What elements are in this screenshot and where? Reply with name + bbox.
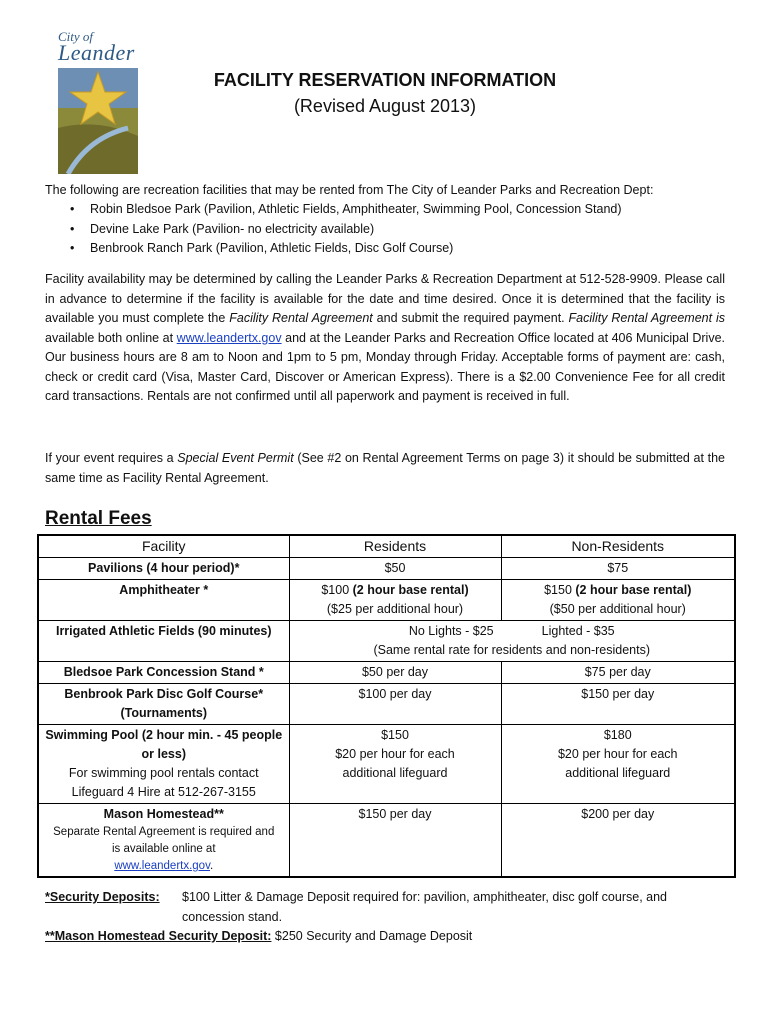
security-deposits-label: *Security Deposits: xyxy=(45,890,160,904)
event-permit-paragraph: If your event requires a Special Event Permit (See #2 on Rental Agreement Terms on page 3) it should be submitted at the same time as Facility Rental Agreement. xyxy=(45,451,725,485)
availability-paragraph: Facility availability may be determined by calling the Leander Parks & Recreation Department at 512-528-9909. Please call in advance to determine if the facility is available for the date and time desired. Once it is determined that the facility is available you must complete the Facility Rental Agreement and submit the required payment. Facility Rental Agreement is available both online at www.leandertx.gov and at the Leander Parks and Recreation Office located at 406 Municipal Drive. Our business hours are 8 am to Noon and 1pm to 5 pm, Monday through Friday. Acceptable forms of payment are: cash, check or credit card (Visa, Master Card, Discover or American Express). There is a $2.00 Convenience Fee for all credit card transactions. Rentals are not confirmed until all paperwork and payment is received in full. xyxy=(45,272,726,403)
list-item: • Robin Bledsoe Park (Pavilion, Athletic Fields, Amphitheater, Swimming Pool, Concession Stand) xyxy=(70,200,622,220)
table-row: Irrigated Athletic Fields (90 minutes) No Lights - $25 Lighted - $35 (Same rental rate for residents and non-residents) xyxy=(38,621,735,662)
logo-text-leander: Leander xyxy=(58,40,135,65)
col-header-residents: Residents xyxy=(289,535,501,558)
rental-fees-table xyxy=(37,534,736,878)
table-row: Mason Homestead** Separate Rental Agreement is required and is available online at www.leandertx.gov. $150 per day $200 per day xyxy=(38,804,735,878)
logo-text-city-of: City of xyxy=(58,29,94,44)
list-item: • Benbrook Ranch Park (Pavilion, Athletic Fields, Disc Golf Course) xyxy=(70,239,622,259)
table-row: Benbrook Park Disc Golf Course* (Tournaments) $100 per day $150 per day xyxy=(38,684,735,725)
rental-fees-heading: Rental Fees xyxy=(45,508,152,529)
table-row: Pavilions (4 hour period)* $50 $75 xyxy=(38,558,735,580)
col-header-nonresidents: Non-Residents xyxy=(501,535,735,558)
list-item: • Devine Lake Park (Pavilion- no electricity available) xyxy=(70,220,622,240)
col-header-facility: Facility xyxy=(38,535,289,558)
intro-text: The following are recreation facilities that may be rented from The City of Leander Parks and Recreation Dept: xyxy=(45,183,654,197)
facility-list xyxy=(70,200,622,259)
leandertx-link[interactable]: www.leandertx.gov xyxy=(176,330,282,345)
page-title: FACILITY RESERVATION INFORMATION xyxy=(213,70,557,90)
security-deposits-text: $100 Litter & Damage Deposit required for: pavilion, amphitheater, disc golf course, and concession stand. xyxy=(182,890,667,924)
page-subtitle: (Revised August 2013) xyxy=(293,96,477,116)
table-row: Swimming Pool (2 hour min. - 45 people or less) For swimming pool rentals contact Lifeguard 4 Hire at 512-267-3155 $150 $20 per hour for each additional lifeguard $180 $20 per hour for each additional lifeguard xyxy=(38,725,735,804)
mason-deposit-label: **Mason Homestead Security Deposit: xyxy=(45,929,272,943)
table-header-row xyxy=(38,535,735,558)
table-row: Amphitheater * $100 (2 hour base rental) ($25 per additional hour) $150 (2 hour base rental) ($50 per additional hour) xyxy=(38,580,735,621)
mason-deposit-text: $250 Security and Damage Deposit xyxy=(271,929,473,943)
security-deposits xyxy=(45,888,712,947)
mason-link[interactable]: www.leandertx.gov xyxy=(114,860,210,872)
table-row: Bledsoe Park Concession Stand * $50 per day $75 per day xyxy=(38,662,735,684)
